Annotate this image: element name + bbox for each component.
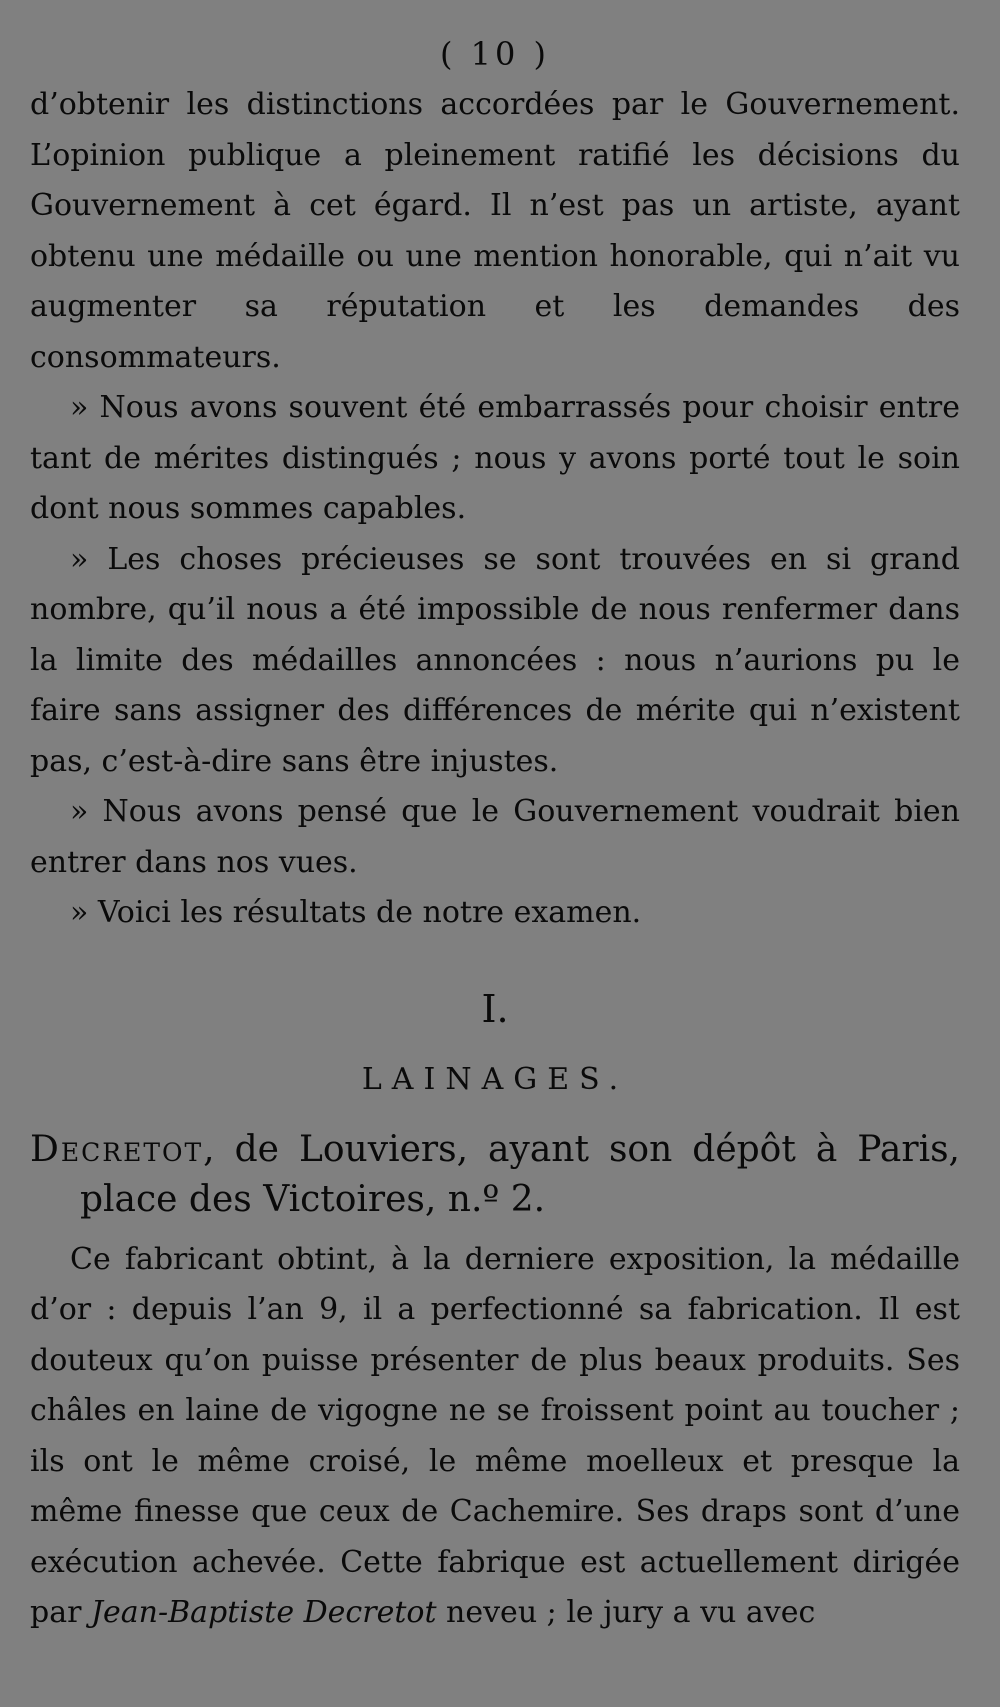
section-title: LAINAGES.: [361, 1061, 629, 1097]
page-number: ( 10 ): [439, 35, 551, 73]
opening-paragraph: d’obtenir les distinctions accordées par le Gouvernement. L’opinion publique a pleinement ratifié les décisions du Gouvernement à cet égard. Il n’est pas un artiste, ayant obtenu une médaille ou une mention honorable, qui n’ait vu augmenter sa réputation et les demandes des consommateurs.: [30, 87, 960, 375]
entry-body-italic-name: Jean-Baptiste Decretot: [90, 1595, 437, 1630]
quote-paragraph-2: » Les choses précieuses se sont trouvées en si grand nombre, qu’il nous a été impossible de nous renfermer dans la limite des médailles annoncées : nous n’aurions pu le faire sans assigner des différences de mérite qui n’existent pas, c’est-à-dire sans être injustes.: [30, 541, 960, 779]
entry-name: Decretot: [30, 1128, 204, 1170]
entry-heading: [30, 1125, 960, 1225]
section-number: I.: [481, 986, 509, 1031]
book-page: [30, 30, 960, 1639]
entry-body: [30, 1235, 960, 1639]
quote-paragraph-4: » Voici les résultats de notre examen.: [70, 895, 642, 930]
quote-paragraph-1: » Nous avons souvent été embarrassés pour choisir entre tant de mérites distingués ; nous y avons porté tout le soin dont nous sommes capables.: [30, 390, 960, 526]
entry-heading-rest: , de Louviers, ayant son dépôt à Paris, place des Victoires, n.º 2.: [80, 1128, 960, 1220]
entry-body-text: Ce fabricant obtint, à la derniere exposition, la médaille d’or : depuis l’an 9, il a perfectionné sa fabrication. Il est douteux qu’on puisse présenter de plus beaux produits. Ses châles en laine de vigogne ne se froissent point au toucher ; ils ont le même croisé, le même moelleux et presque la même finesse que ceux de Cachemire. Ses draps sont d’une exécution achevée. Cette fabrique est actuellement dirigée par: [30, 1241, 960, 1630]
quote-paragraph-3: » Nous avons pensé que le Gouvernement voudrait bien entrer dans nos vues.: [30, 794, 960, 880]
entry-body-end: neveu ; le jury a vu avec: [436, 1595, 816, 1630]
